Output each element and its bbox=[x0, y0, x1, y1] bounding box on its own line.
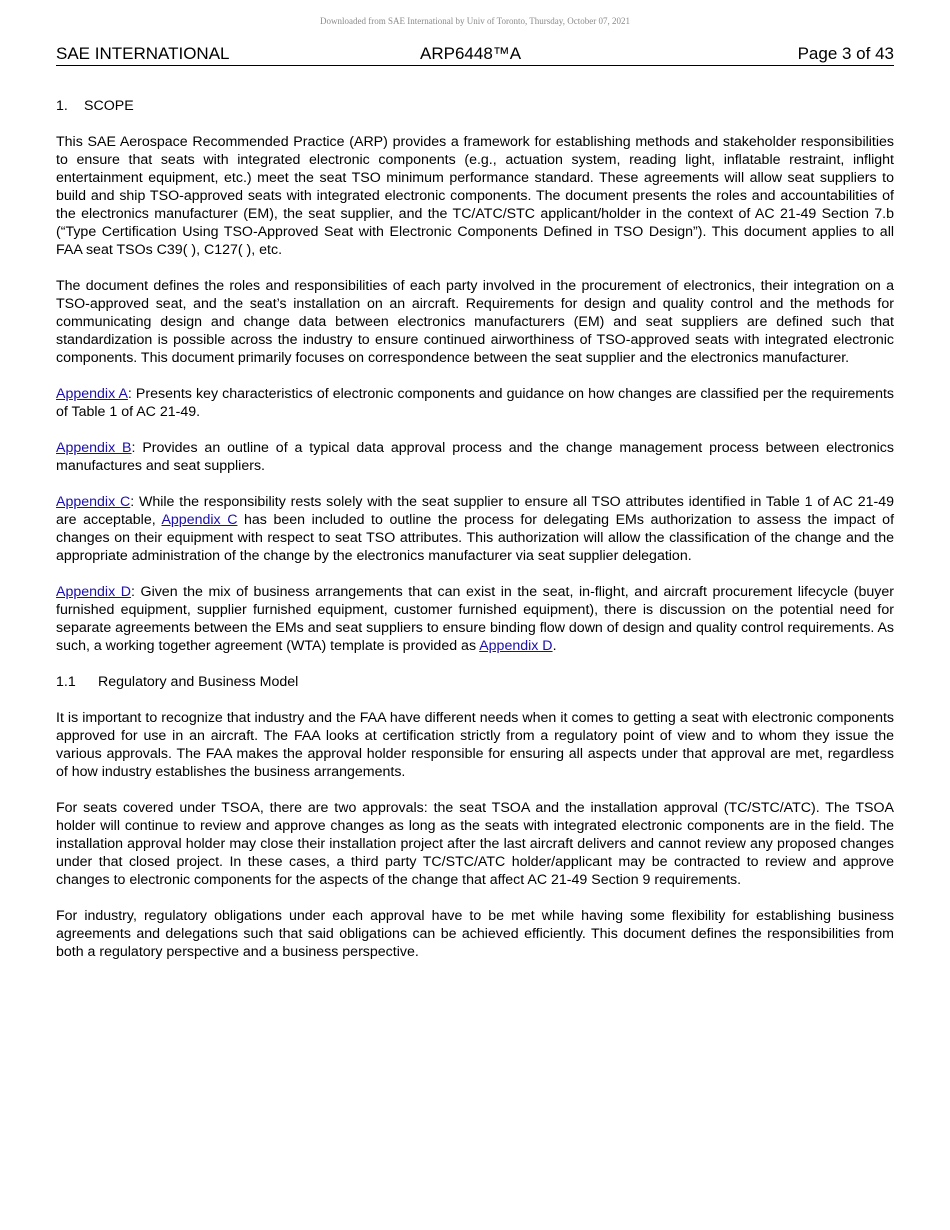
document-body bbox=[56, 97, 894, 979]
scope-paragraph-2: The document defines the roles and responsibilities of each party involved in the procurement of electronics, their integration on a TSO-approved seat, and the seat’s installation on an aircraft. Requirements for design and quality control and the methods for communicating design and change data between electronics manufacturers (EM) and seat suppliers are defined such that standardization is possible across the industry to ensure continued airworthiness of TSO-approved seats with integrated electronic components. This document primarily focuses on correspondence between the seat supplier and the electronics manufacturer. bbox=[56, 278, 894, 366]
appendix-c-paragraph bbox=[56, 493, 894, 565]
appendix-c-text-2: has been included to outline the process for delegating EMs authorization to assess the impact of changes on their equipment with respect to seat TSO attributes. This authorization will allow the classification of the change and the appropriate administration of the change by the electronics manufacturer via seat supplier delegation. bbox=[56, 512, 895, 564]
section-1-1-title: Regulatory and Business Model bbox=[98, 674, 299, 690]
regulatory-paragraph-1: It is important to recognize that industry and the FAA have different needs when it comes to getting a seat with electronic components approved for use in an aircraft. The FAA looks at certification strictly from a regulatory point of view and to whom they issue the various approvals. The FAA makes the approval holder responsible for ensuring all aspects under that approval are met, regardless of how industry establishes the business arrangements. bbox=[56, 710, 894, 780]
regulatory-paragraph-3: For industry, regulatory obligations under each approval have to be met while having some flexibility for establishing business agreements and delegations such that said obligations can be achieved efficiently. This document defines the responsibilities from both a regulatory perspective and a business perspective. bbox=[56, 908, 894, 960]
header-document-id: ARP6448™A bbox=[420, 44, 522, 63]
section-1-number: 1. bbox=[56, 98, 68, 114]
download-watermark: Downloaded from SAE International by Univ of Toronto, Thursday, October 07, 2021 bbox=[320, 16, 630, 26]
appendix-a-text: : Presents key characteristics of electronic components and guidance on how changes are classified per the requirements of Table 1 of AC 21-49. bbox=[56, 386, 894, 420]
appendix-b-paragraph bbox=[56, 439, 894, 475]
regulatory-paragraph-2: For seats covered under TSOA, there are two approvals: the seat TSOA and the installation approval (TC/STC/ATC). The TSOA holder will continue to review and approve changes as long as the seats with integrated electronic components are in the field. The installation approval holder may close their installation project after the last aircraft delivers and cannot review any proposed changes under that closed project. In these cases, a third party TC/STC/ATC holder/applicant may be contracted to review and approve changes to electronic components for the aspects of the change that affect AC 21-49 Section 9 requirements. bbox=[56, 800, 894, 888]
header-organization: SAE INTERNATIONAL bbox=[56, 44, 230, 63]
section-1-heading bbox=[56, 97, 894, 115]
appendix-d-link[interactable]: Appendix D bbox=[56, 584, 131, 600]
appendix-a-link[interactable]: Appendix A bbox=[56, 386, 128, 402]
appendix-c-inline-link[interactable]: Appendix C bbox=[161, 512, 238, 528]
section-1-1-number: 1.1 bbox=[56, 674, 76, 690]
scope-paragraph-1: This SAE Aerospace Recommended Practice (ARP) provides a framework for establishing methods and stakeholder responsibilities to ensure that seats with integrated electronic components (e.g., actuation system, reading light, inflatable restraint, inflight entertainment equipment, etc.) meet the seat TSO minimum performance standard. These agreements will allow seat suppliers to build and ship TSO-approved seats with integrated electronic components. The document presents the roles and accountabilities of the electronics manufacturer (EM), the seat supplier, and the TC/ATC/STC applicant/holder in the context of AC 21-49 Section 7.b (“Type Certification Using TSO-Approved Seat with Electronic Components Defined in TSO Design”). This document applies to all FAA seat TSOs C39( ), C127( ), etc. bbox=[56, 134, 894, 258]
header-page-number: Page 3 of 43 bbox=[797, 44, 894, 63]
appendix-d-inline-link[interactable]: Appendix D bbox=[479, 638, 553, 654]
appendix-d-text-2: . bbox=[552, 638, 557, 654]
page-header bbox=[56, 43, 894, 66]
appendix-a-paragraph bbox=[56, 385, 894, 421]
section-1-1-heading bbox=[56, 673, 894, 691]
appendix-b-text: : Provides an outline of a typical data approval process and the change management process between electronics manufactures and seat suppliers. bbox=[56, 440, 894, 474]
section-1-title: SCOPE bbox=[84, 98, 134, 114]
appendix-c-link[interactable]: Appendix C bbox=[56, 494, 131, 510]
appendix-d-text-1: : Given the mix of business arrangements that can exist in the seat, in-flight, and aircraft procurement lifecycle (buyer furnished equipment, supplier furnished equipment, customer furnished equipment), there is discussion on the potential need for separate agreements between the EMs and seat suppliers to ensure binding flow down of design and quality control requirements. As such, a working together agreement (WTA) template is provided as bbox=[56, 584, 894, 654]
appendix-d-paragraph bbox=[56, 583, 894, 655]
appendix-b-link[interactable]: Appendix B bbox=[56, 440, 132, 456]
appendix-c-text-1: : While the responsibility rests solely with the seat supplier to ensure all TSO attributes identified in Table 1 of AC 21-49 are acceptable, bbox=[56, 494, 894, 528]
